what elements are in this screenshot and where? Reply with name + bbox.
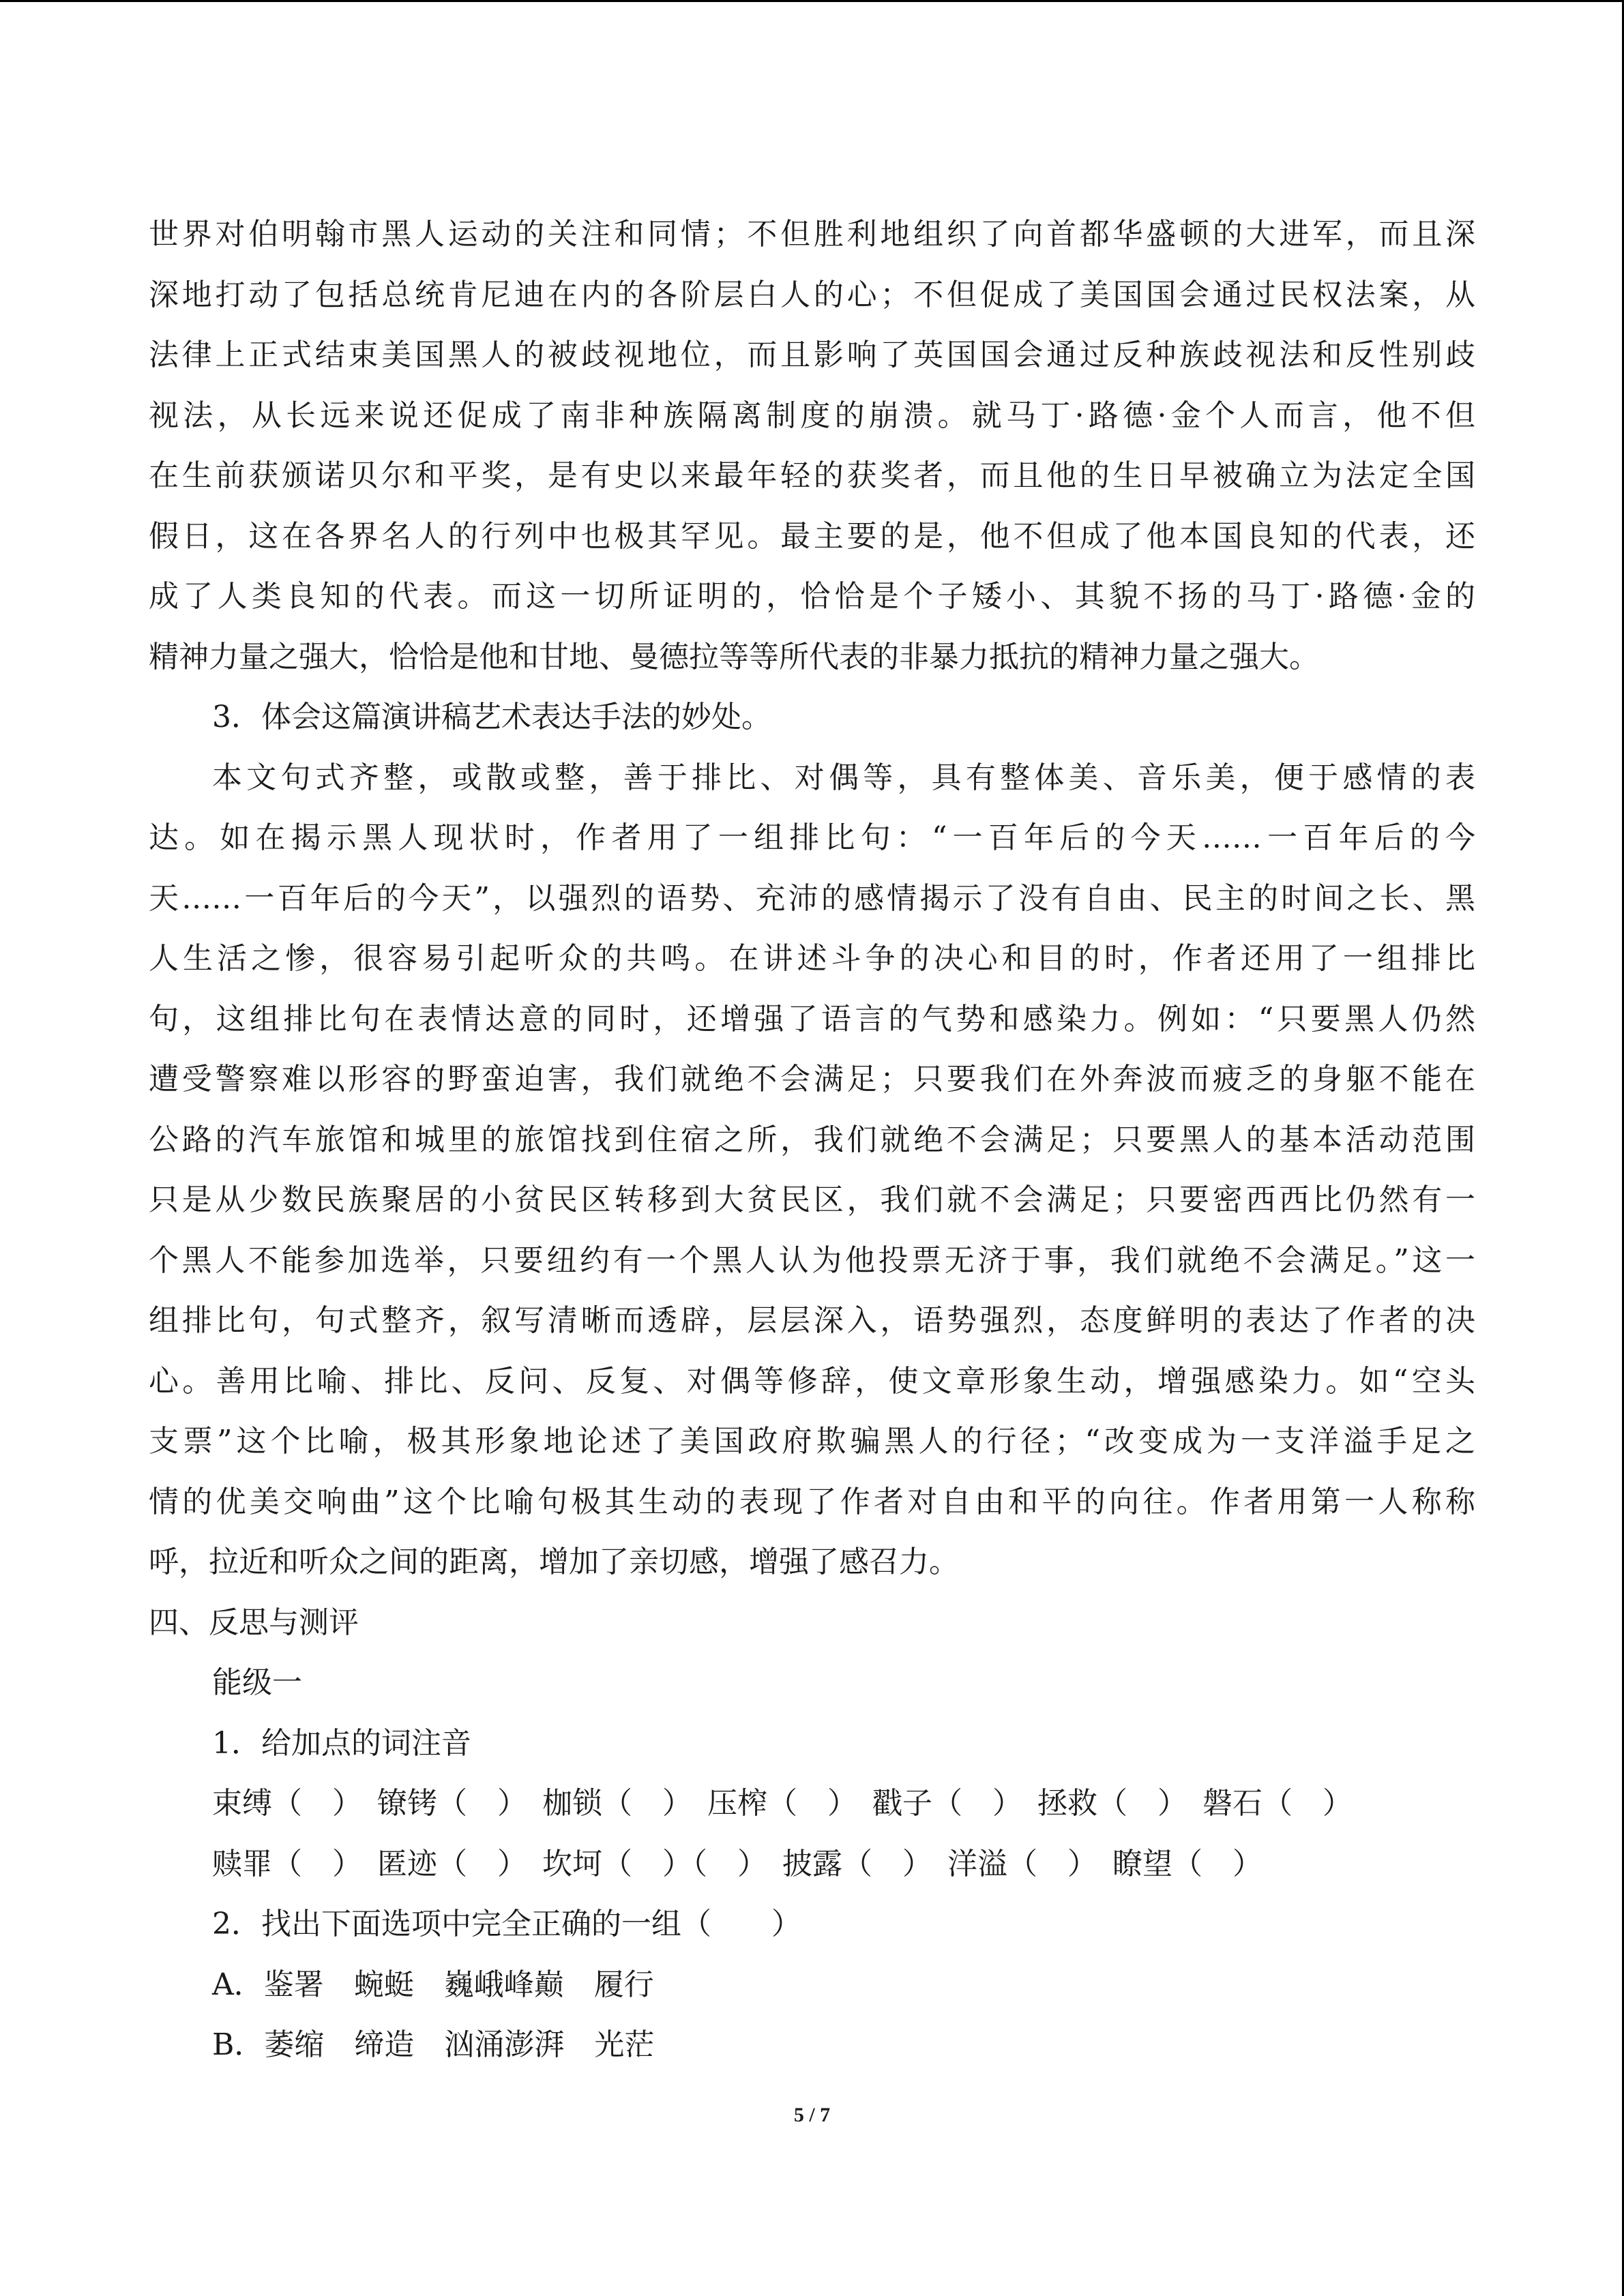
paragraph-line: 精神力量之强大，恰恰是他和甘地、曼德拉等等所代表的非暴力抵抗的精神力量之强大。 (149, 639, 1319, 674)
paragraph-line: 呼，拉近和听众之间的距离，增加了亲切感，增强了感召力。 (149, 1545, 959, 1579)
paragraph-line: 情的优美交响曲”这个比喻句极其生动的表现了作者对自由和平的向往。作者用第一人称称 (149, 1484, 1475, 1519)
paragraph-line: 遭受警察难以形容的野蛮迫害，我们就绝不会满足；只要我们在外奔波而疲乏的身躯不能在 (149, 1062, 1475, 1097)
question-2-option-b: B．萎缩 缔造 汹涌澎湃 光茫 (212, 2027, 655, 2062)
paragraph-line: 深地打动了包括总统肯尼迪在内的各阶层白人的心；不但促成了美国国会通过民权法案，从 (149, 277, 1475, 312)
paragraph-line: 假日，这在各界名人的行列中也极其罕见。最主要的是，他不但成了他本国良知的代表，还 (149, 518, 1475, 554)
paragraph-line: 句，这组排比句在表情达意的同时，还增强了语言的气势和感染力。例如：“只要黑人仍然 (149, 1001, 1475, 1037)
continued-paragraph (149, 205, 1475, 687)
paragraph-line: 只是从少数民族聚居的小贫民区转移到大贫民区，我们就不会满足；只要密西西比仍然有一 (149, 1182, 1475, 1217)
paragraph-line: 法律上正式结束美国黑人的被歧视地位，而且影响了英国国会通过反种族歧视法和反性别歧 (149, 338, 1475, 372)
page-number: 5 / 7 (793, 2104, 831, 2126)
item-3-paragraph (149, 748, 1475, 1593)
paragraph-line: 成了人类良知的代表。而这一切所证明的，恰恰是个子矮小、其貌不扬的马丁·路德·金的 (149, 579, 1475, 614)
paragraph-line: 视法，从长远来说还促成了南非种族隔离制度的崩溃。就马丁·路德·金个人而言，他不但 (149, 398, 1475, 433)
question-1-prompt: 1．给加点的词注音 (212, 1725, 471, 1761)
paragraph-line: 组排比句，句式整齐，叙写清晰而透辟，层层深入，语势强烈，态度鲜明的表达了作者的决 (149, 1303, 1475, 1338)
paragraph-line: 支票”这个比喻，极其形象地论述了美国政府欺骗黑人的行径；“改变成为一支洋溢手足之 (149, 1424, 1475, 1459)
paragraph-line: 在生前获颁诺贝尔和平奖，是有史以来最年轻的获奖者，而且他的生日早被确立为法定全国 (149, 458, 1475, 493)
question-1-row-2: 赎罪（ ） 匿迹（ ） 坎坷（ ）（ ） 披露（ ） 洋溢（ ） 瞭望（ ） (212, 1846, 1263, 1881)
level-1-heading: 能级一 (212, 1665, 302, 1700)
paragraph-line: 心。善用比喻、排比、反问、反复、对偶等修辞，使文章形象生动，增强感染力。如“空头 (149, 1363, 1475, 1399)
paragraph-line: 天……一百年后的今天”，以强烈的语势、充沛的感情揭示了没有自由、民主的时间之长、黑 (149, 880, 1475, 916)
item-3-heading: 3．体会这篇演讲稿艺术表达手法的妙处。 (212, 700, 771, 734)
question-2-option-a: A．鉴署 蜿蜓 巍峨峰巅 履行 (212, 1967, 654, 2002)
section-4-heading: 四、反思与测评 (149, 1605, 359, 1640)
paragraph-line: 个黑人不能参加选举，只要纽约有一个黑人认为他投票无济于事，我们就绝不会满足。”这一 (149, 1242, 1475, 1278)
paragraph-line: 世界对伯明翰市黑人运动的关注和同情；不但胜利地组织了向首都华盛顿的大进军，而且深 (149, 217, 1475, 252)
paragraph-line: 人生活之惨，很容易引起听众的共鸣。在讲述斗争的决心和目的时，作者还用了一组排比 (149, 941, 1475, 976)
document-body (149, 205, 1475, 2076)
paragraph-line: 达。如在揭示黑人现状时，作者用了一组排比句：“一百年后的今天……一百年后的今 (149, 820, 1475, 855)
paragraph-line: 公路的汽车旅馆和城里的旅馆找到住宿之所，我们就绝不会满足；只要黑人的基本活动范围 (149, 1122, 1475, 1157)
question-2-prompt: 2．找出下面选项中完全正确的一组（ ） (212, 1907, 801, 1941)
question-1-row-1: 束缚（ ） 镣铐（ ） 枷锁（ ） 压榨（ ） 戳子（ ） 拯救（ ） 磐石（ ） (212, 1786, 1353, 1821)
paragraph-line: 本文句式齐整，或散或整，善于排比、对偶等，具有整体美、音乐美，便于感情的表 (212, 760, 1475, 795)
